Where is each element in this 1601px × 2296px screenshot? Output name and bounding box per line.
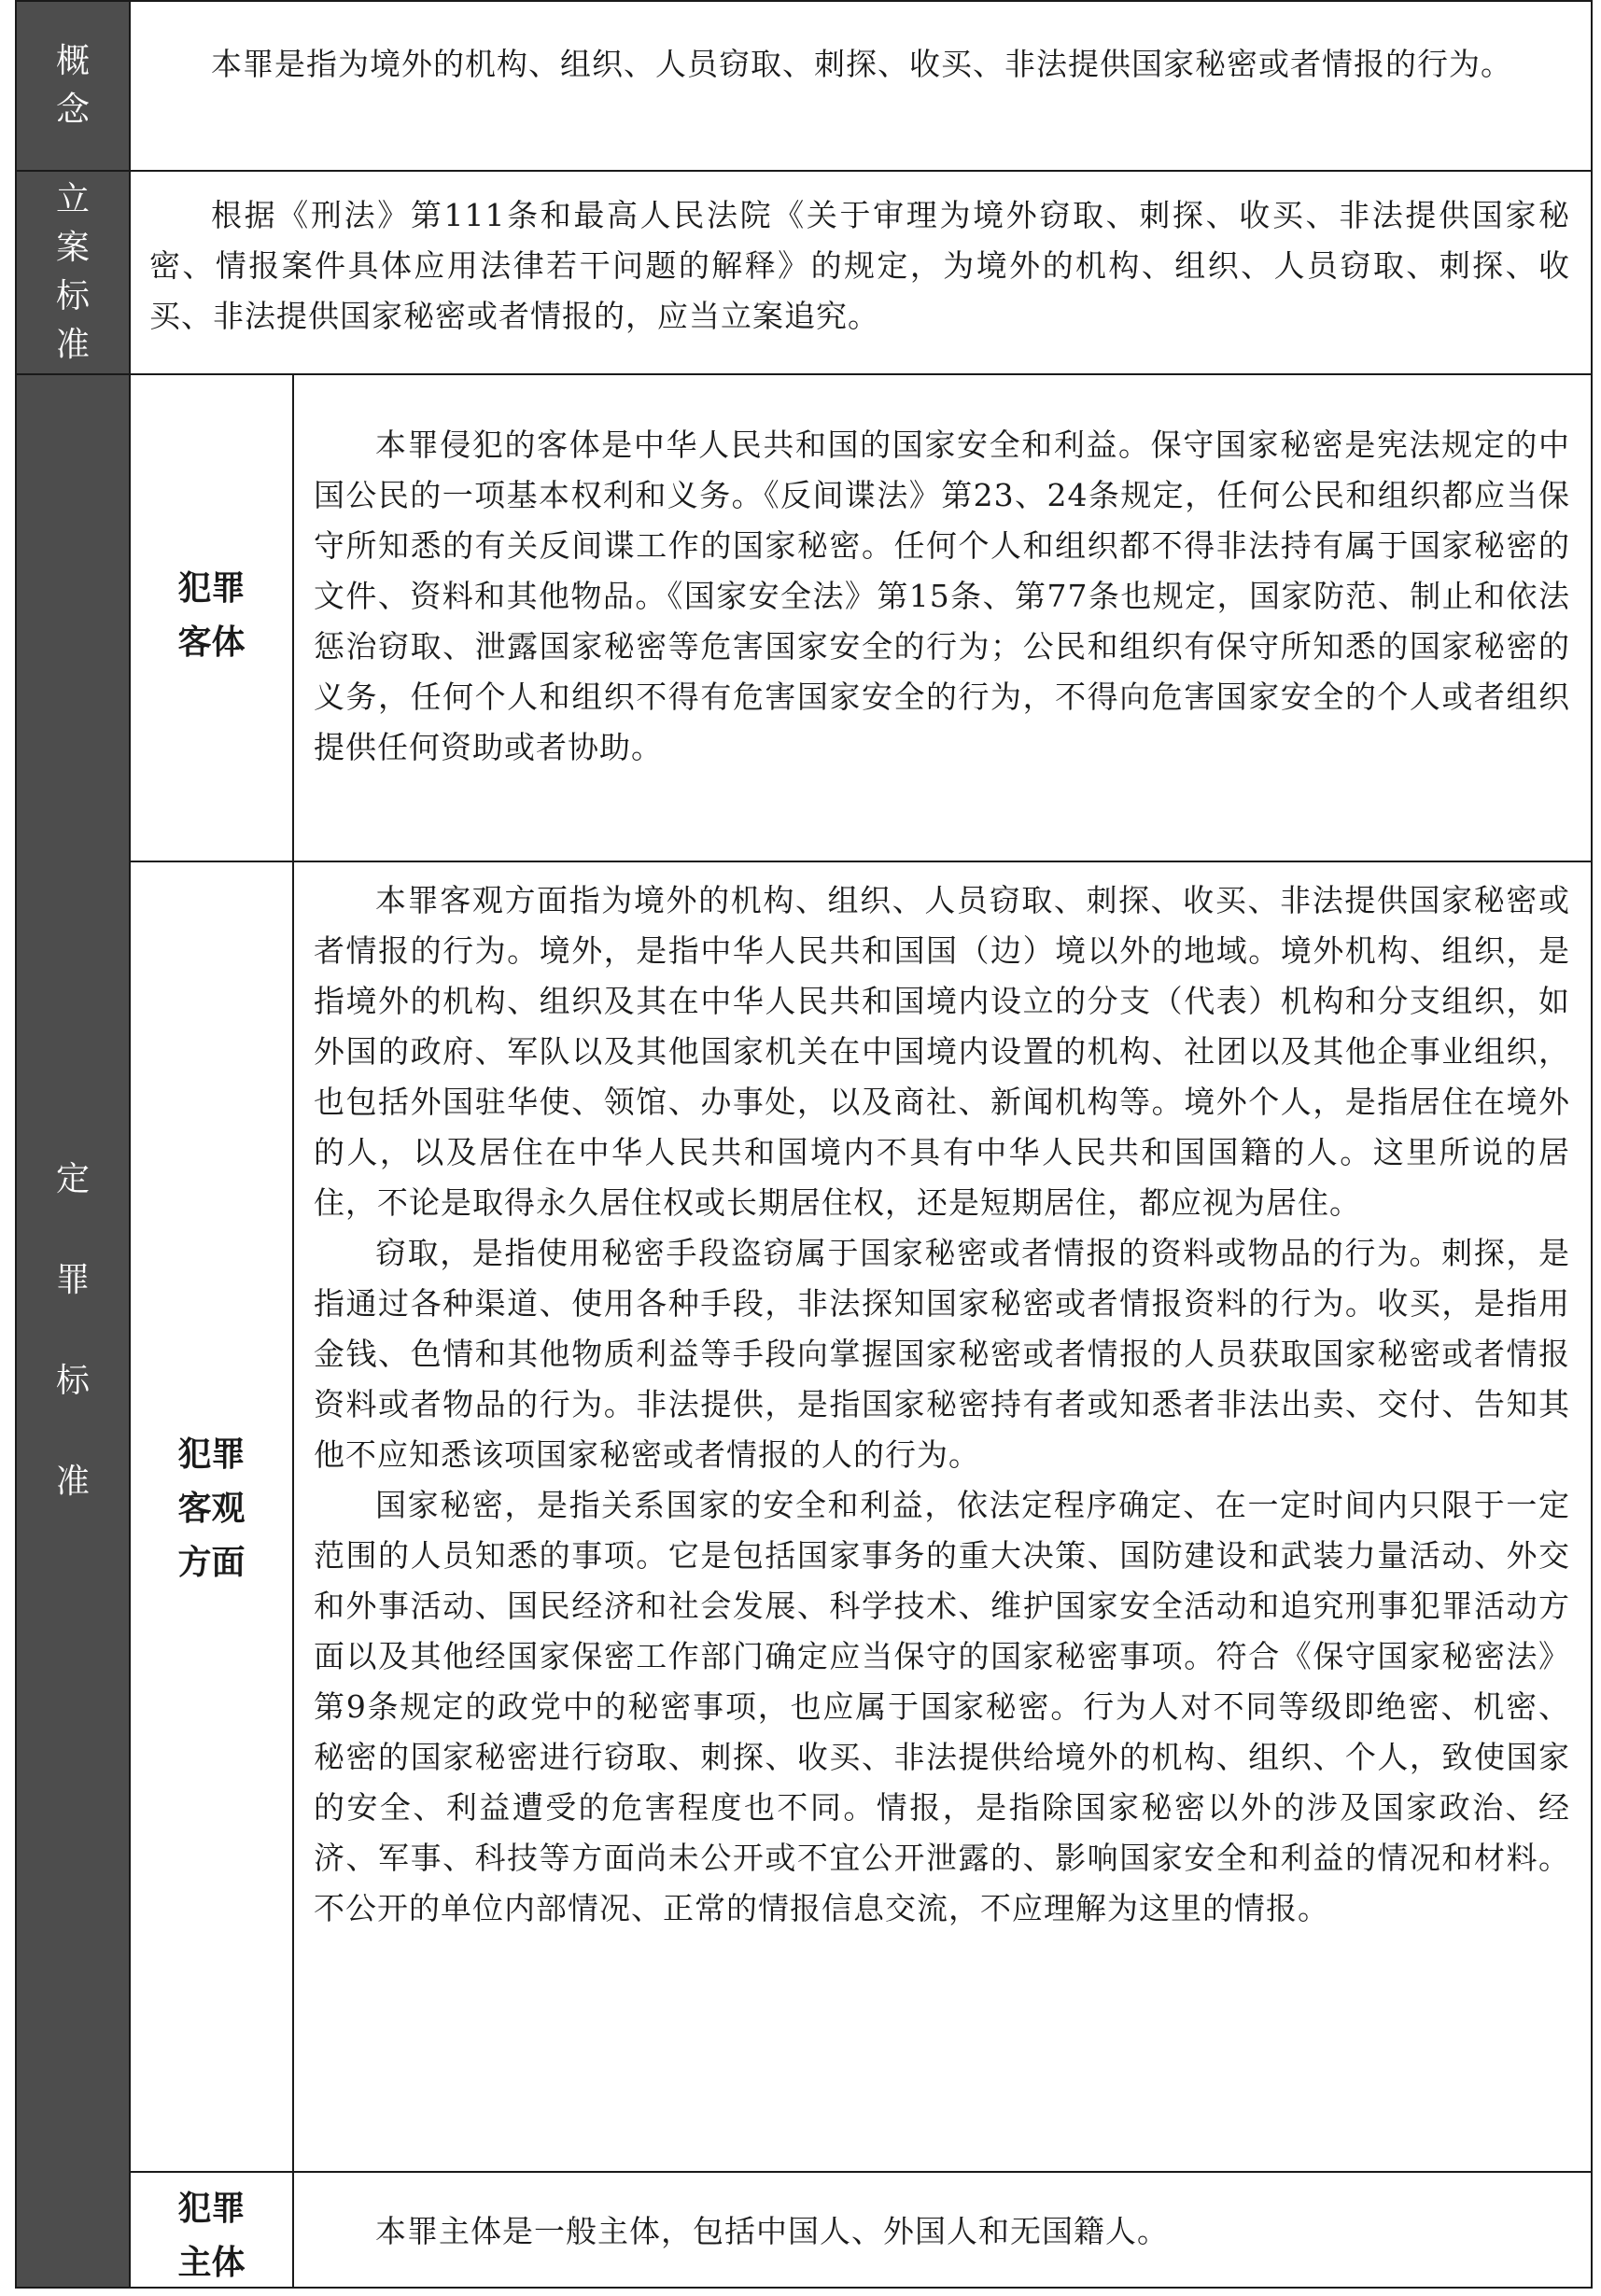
conviction-standard-side-label <box>17 375 129 2287</box>
concept-text: 本罪是指为境外的机构、组织、人员窃取、刺探、收买、非法提供国家秘密或者情报的行为。 <box>211 46 1512 82</box>
concept-label-char: 念 <box>55 91 90 129</box>
crime-objective-aspect-label: 犯罪 客观 方面 <box>177 1435 246 1582</box>
filing-label-char: 立 <box>55 180 90 218</box>
row-divider <box>17 373 1591 375</box>
row-divider <box>17 170 1591 172</box>
crime-objective-aspect-text <box>314 875 1570 1934</box>
objective-paragraph: 窃取，是指使用秘密手段盗窃属于国家秘密或者情报的资料或物品的行为。刺探，是指通过各种渠道、使用各种手段，非法探知国家秘密或者情报资料的行为。收买，是指用金钱、色情和其他物质利益等手段向掌握国家秘密或者情报的人员获取国家秘密或者情报资料或者物品的行为。非法提供，是指国家秘密持有者或知悉者非法出卖、交付、告知其他不应知悉该项国家秘密或者情报的人的行为。 <box>314 1235 1570 1473</box>
filing-standard-text: 根据《刑法》第111条和最高人民法院《关于审理为境外窃取、刺探、收买、非法提供国家秘密、情报案件具体应用法律若干问题的解释》的规定，为境外的机构、组织、人员窃取、刺探、收买、非法提供国家秘密或者情报的，应当立案追究。 <box>149 197 1570 334</box>
objective-paragraph: 本罪客观方面指为境外的机构、组织、人员窃取、刺探、收买、非法提供国家秘密或者情报的行为。境外，是指中华人民共和国国（边）境以外的地域。境外机构、组织，是指境外的机构、组织及其在中华人民共和国境内设立的分支（代表）机构和分支组织，如外国的政府、军队以及其他国家机关在中国境内设置的机构、社团以及其他企事业组织，也包括外国驻华使、领馆、办事处，以及商社、新闻机构等。境外个人，是指居住在境外的人，以及居住在中华人民共和国境内不具有中华人民共和国国籍的人。这里所说的居住，不论是取得永久居住权或长期居住权，还是短期居住，都应视为居住。 <box>314 882 1570 1221</box>
crime-definition-table <box>15 0 1593 2289</box>
conviction-label-char: 准 <box>55 1463 90 1501</box>
concept-label-char: 概 <box>55 42 90 80</box>
row-divider <box>129 861 1591 862</box>
filing-label-char: 准 <box>55 326 90 364</box>
column-divider <box>129 2 131 2287</box>
crime-subject-label: 犯罪 主体 <box>177 2190 246 2282</box>
crime-subject-text: 本罪主体是一般主体，包括中国人、外国人和无国籍人。 <box>375 2213 1169 2249</box>
conviction-label-char: 标 <box>55 1362 90 1400</box>
row-divider <box>129 2171 1591 2173</box>
filing-standard-side-label <box>17 172 129 373</box>
filing-label-char: 案 <box>55 229 90 267</box>
conviction-label-char: 罪 <box>55 1261 90 1299</box>
objective-paragraph: 国家秘密，是指关系国家的安全和利益，依法定程序确定、在一定时间内只限于一定范围的人员知悉的事项。它是包括国家事务的重大决策、国防建设和武装力量活动、外交和外事活动、国民经济和社会发展、科学技术、维护国家安全活动和追究刑事犯罪活动方面以及其他经国家保密工作部门确定应当保守的国家秘密事项。符合《保守国家秘密法》第9条规定的政党中的秘密事项，也应属于国家秘密。行为人对不同等级即绝密、机密、秘密的国家秘密进行窃取、刺探、收买、非法提供给境外的机构、组织、个人，致使国家的安全、利益遭受的危害程度也不同。情报，是指除国家秘密以外的涉及国家政治、经济、军事、科技等方面尚未公开或不宜公开泄露的、影响国家安全和利益的情况和材料。不公开的单位内部情况、正常的情报信息交流，不应理解为这里的情报。 <box>314 1487 1570 1926</box>
filing-label-char: 标 <box>55 277 90 315</box>
concept-side-label <box>17 2 129 170</box>
crime-object-label: 犯罪 客体 <box>177 569 246 662</box>
crime-object-text: 本罪侵犯的客体是中华人民共和国的国家安全和利益。保守国家秘密是宪法规定的中国公民的一项基本权利和义务。《反间谍法》第23、24条规定，任何公民和组织都应当保守所知悉的有关反间谍工作的国家秘密。任何个人和组织都不得非法持有属于国家秘密的文件、资料和其他物品。《国家安全法》第15条、第77条也规定，国家防范、制止和依法惩治窃取、泄露国家秘密等危害国家安全的行为；公民和组织有保守所知悉的国家秘密的义务，任何个人和组织不得有危害国家安全的行为，不得向危害国家安全的个人或者组织提供任何资助或者协助。 <box>314 427 1570 765</box>
column-divider <box>292 375 294 2287</box>
conviction-label-char: 定 <box>55 1160 90 1198</box>
